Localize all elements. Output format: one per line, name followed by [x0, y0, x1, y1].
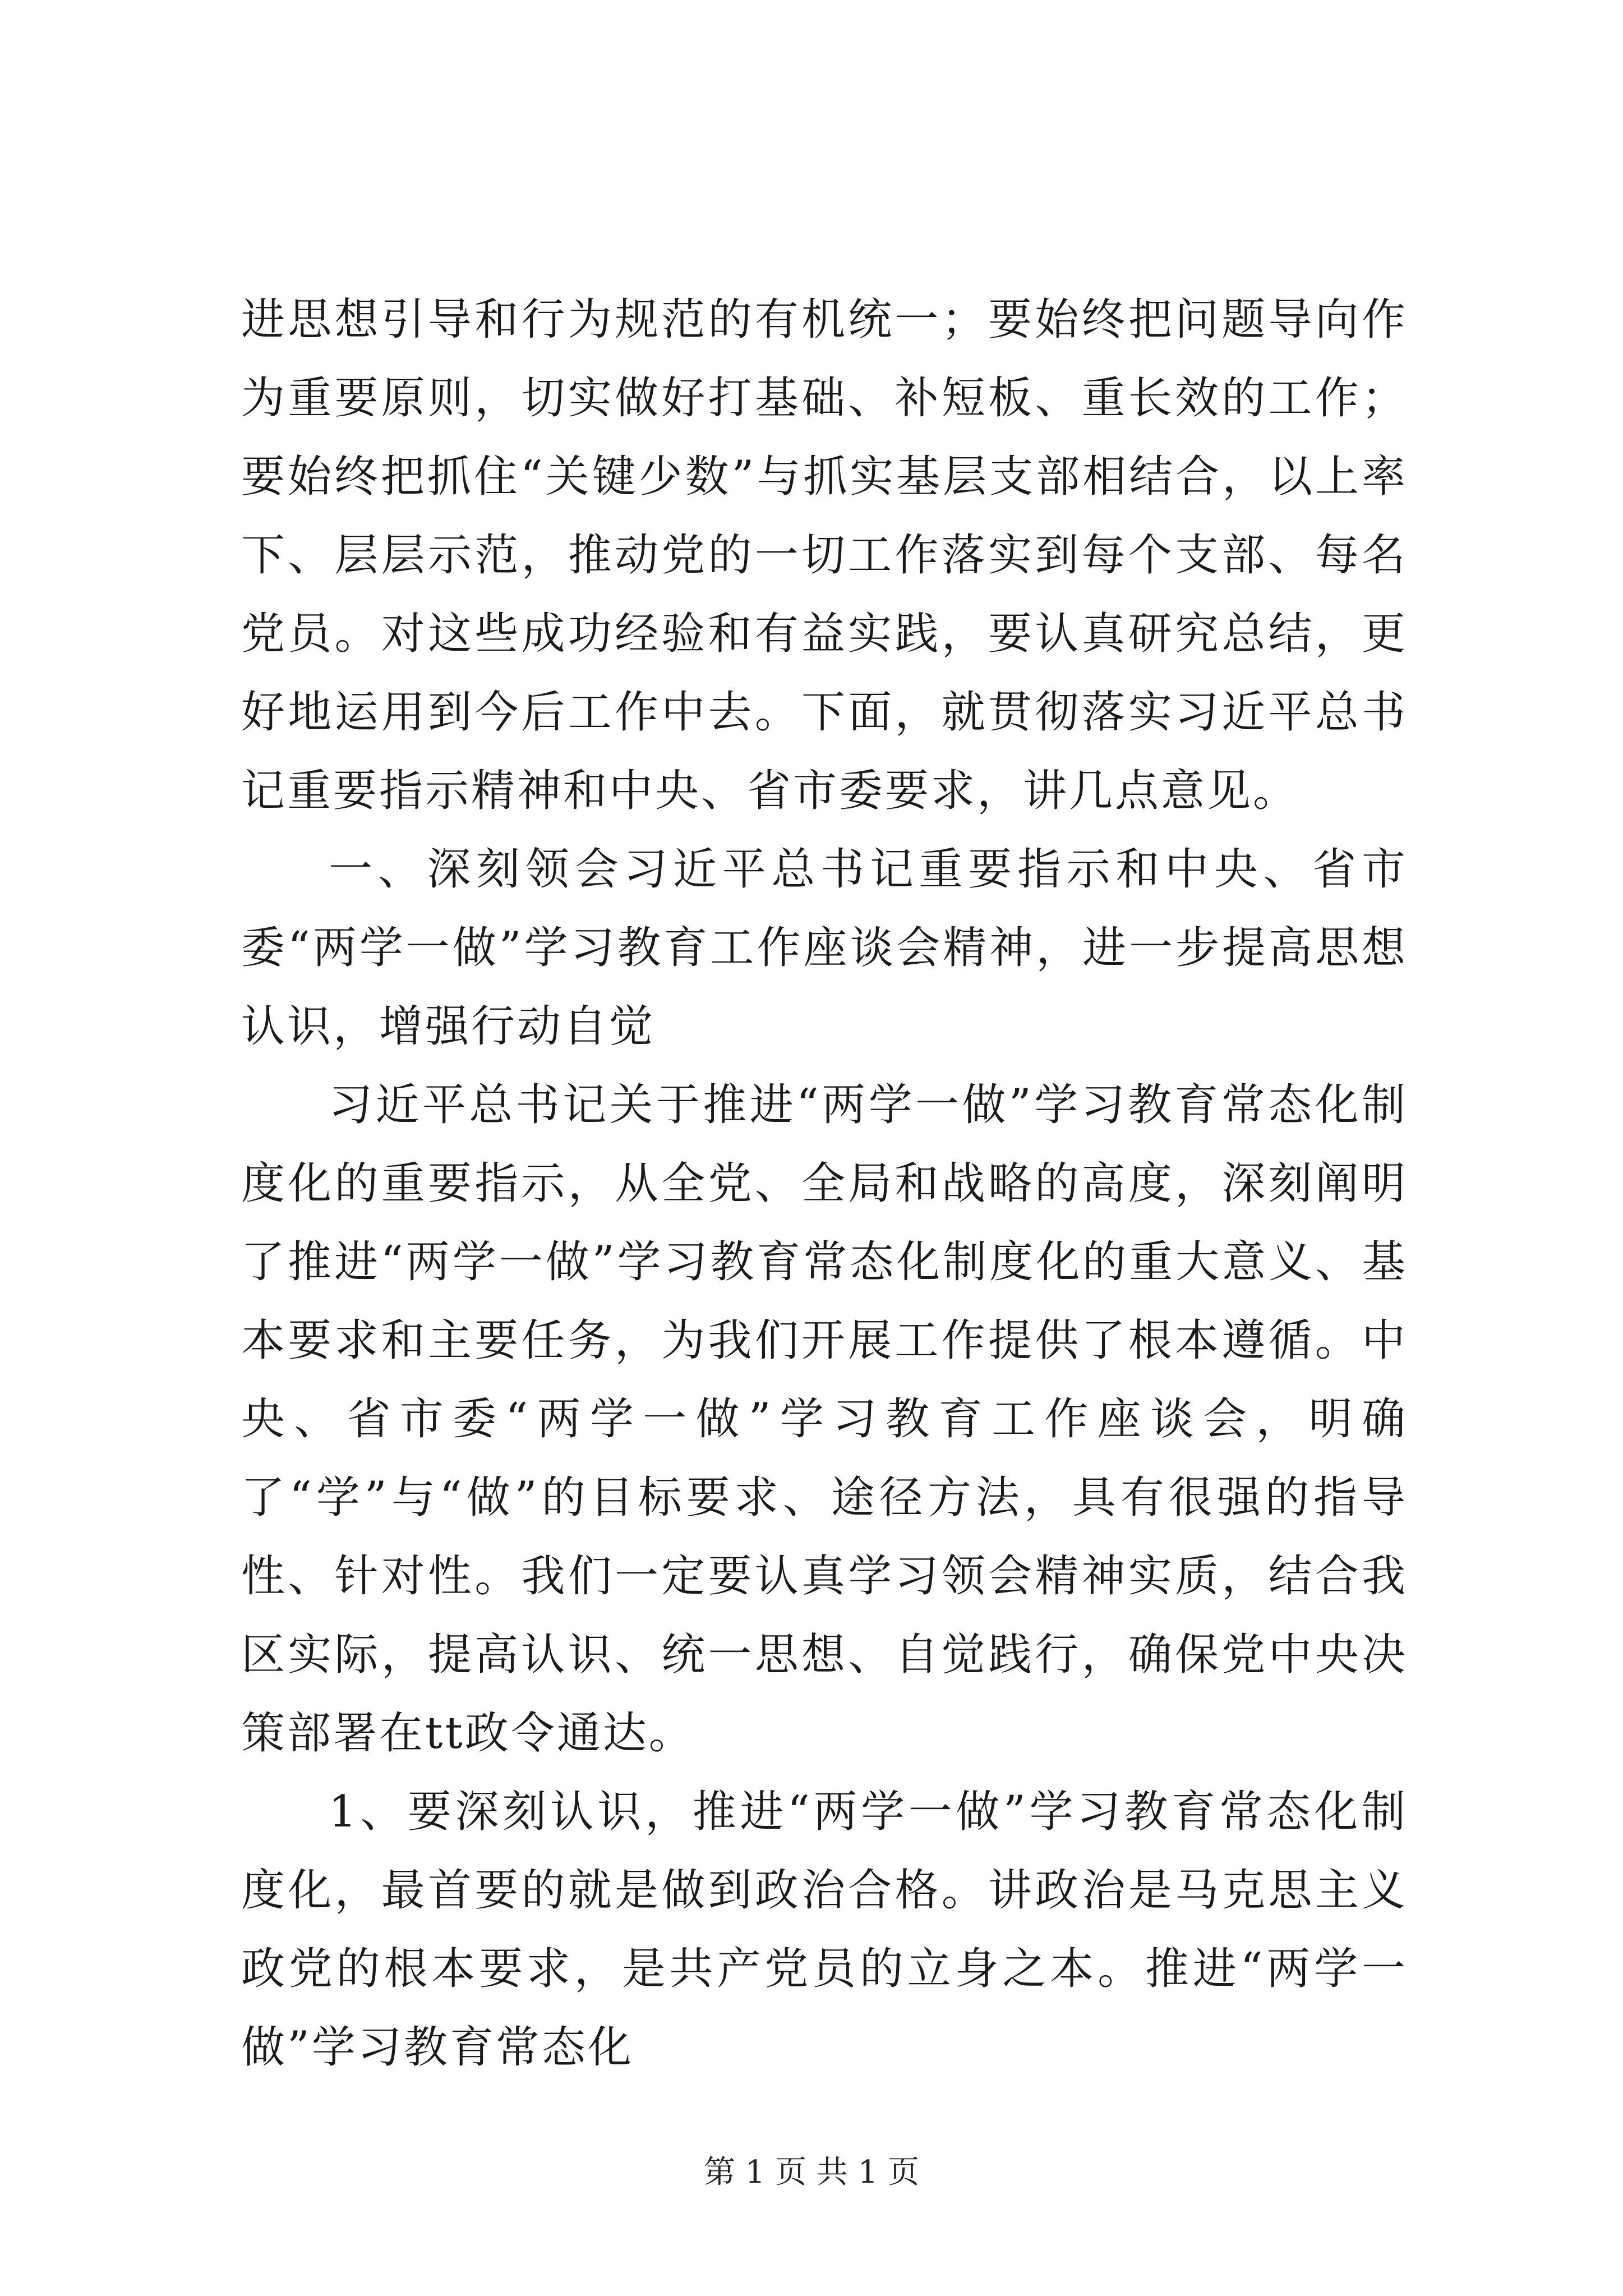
paragraph-1: 进思想引导和行为规范的有机统一；要始终把问题导向作为重要原则，切实做好打基础、补短板、重长效的工作；要始终把抓住“关键少数”与抓实基层支部相结合，以上率下、层层示范，推动党的一切工作落实到每个支部、每名党员。对这些成功经验和有益实践，要认真研究总结，更好地运用到今后工作中去。下面，就贯彻落实习近平总书记重要指示精神和中央、省市委要求，讲几点意见。	[241, 295, 1408, 816]
page-number-footer: 第 1 页 共 1 页	[703, 2154, 920, 2191]
paragraph-3: 1、要深刻认识，推进“两学一做”学习教育常态化制度化，最首要的就是做到政治合格。讲政治是马克思主义政党的根本要求，是共产党员的立身之本。推进“两学一做”学习教育常态化	[241, 1787, 1408, 2073]
document-body	[241, 280, 1408, 2087]
section-heading-1: 一、深刻领会习近平总书记重要指示和中央、省市委“两学一做”学习教育工作座谈会精神，进一步提高思想认识，增强行动自觉	[241, 844, 1408, 1052]
paragraph-2: 习近平总书记关于推进“两学一做”学习教育常态化制度化的重要指示，从全党、全局和战略的高度，深刻阐明了推进“两学一做”学习教育常态化制度化的重大意义、基本要求和主要任务，为我们开展工作提供了根本遵循。中央、省市委“两学一做”学习教育工作座谈会，明确了“学”与“做”的目标要求、途径方法，具有很强的指导性、针对性。我们一定要认真学习领会精神实质，结合我区实际，提高认识、统一思想、自觉践行，确保党中央决策部署在tt政令通达。	[241, 1080, 1408, 1759]
